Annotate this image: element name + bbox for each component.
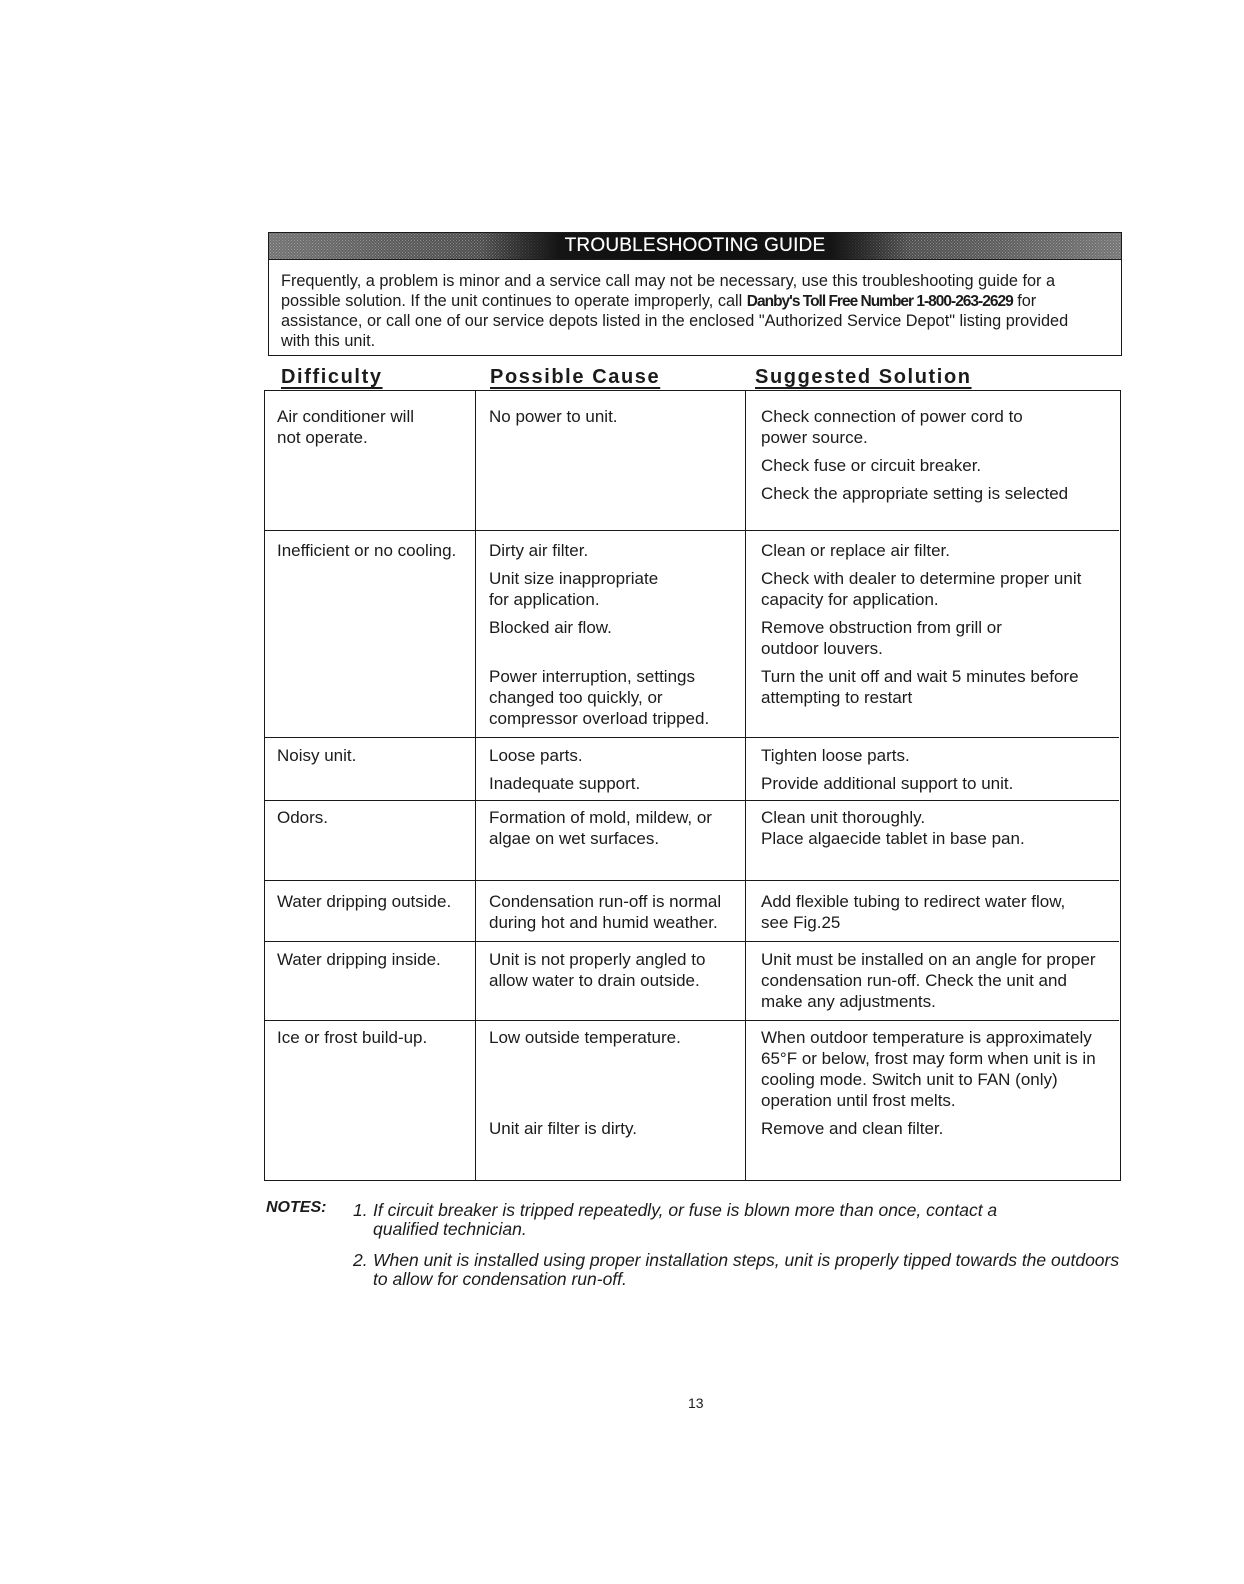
cause-cell bbox=[476, 738, 746, 801]
cause-cell bbox=[476, 942, 746, 1021]
cause-item bbox=[489, 666, 745, 729]
cause-item bbox=[489, 1027, 745, 1111]
note-number: 1. bbox=[353, 1200, 368, 1220]
solution-item bbox=[761, 483, 1119, 504]
text-line: Unit size inappropriate bbox=[489, 569, 659, 588]
intro-box bbox=[268, 260, 1122, 356]
cause-item bbox=[489, 949, 745, 991]
difficulty-text bbox=[277, 1027, 475, 1048]
difficulty-cell bbox=[265, 801, 476, 881]
text-line: power source. bbox=[761, 428, 868, 447]
text-line: Tighten loose parts. bbox=[761, 746, 910, 765]
cause-item bbox=[489, 540, 745, 561]
toll-free-number: Danby's Toll Free Number 1-800-263-2629 bbox=[746, 293, 1013, 310]
solution-item bbox=[761, 891, 1119, 933]
cause-item bbox=[489, 406, 745, 427]
text-line: cooling mode. Switch unit to FAN (only) bbox=[761, 1070, 1058, 1089]
solution-cell bbox=[746, 391, 1119, 531]
cause-cell bbox=[476, 531, 746, 738]
text-line: Check the appropriate setting is selected bbox=[761, 484, 1069, 503]
page-number: 13 bbox=[688, 1395, 704, 1411]
text-line: Inefficient or no cooling. bbox=[277, 541, 457, 560]
intro-line: assistance, or call one of our service depots listed in the enclosed "Authorized Service Depot" listing provided bbox=[281, 312, 1069, 330]
intro-text: possible solution. If the unit continues to operate improperly, call bbox=[281, 292, 747, 310]
solution-item bbox=[761, 455, 1119, 476]
note-number: 2. bbox=[353, 1250, 368, 1270]
notes-label: NOTES: bbox=[266, 1199, 327, 1216]
solution-item bbox=[761, 540, 1119, 561]
text-line: Water dripping outside. bbox=[277, 892, 452, 911]
text-line: during hot and humid weather. bbox=[489, 913, 718, 932]
difficulty-cell bbox=[265, 531, 476, 738]
difficulty-text bbox=[277, 540, 475, 561]
solution-item bbox=[761, 666, 1119, 708]
text-line: Power interruption, settings bbox=[489, 667, 695, 686]
text-line: Dirty air filter. bbox=[489, 541, 589, 560]
cause-item bbox=[489, 891, 745, 933]
intro-line bbox=[281, 291, 1121, 311]
text-line: Water dripping inside. bbox=[277, 950, 441, 969]
difficulty-cell bbox=[265, 942, 476, 1021]
text-line: When outdoor temperature is approximately bbox=[761, 1028, 1092, 1047]
troubleshooting-table bbox=[264, 390, 1121, 1181]
solution-item bbox=[761, 617, 1119, 659]
cause-item bbox=[489, 745, 745, 766]
solution-cell bbox=[746, 801, 1119, 881]
solution-cell bbox=[746, 738, 1119, 801]
text-line: No power to unit. bbox=[489, 407, 618, 426]
solution-item bbox=[761, 568, 1119, 610]
text-line: Clean unit thoroughly. bbox=[761, 808, 926, 827]
text-line: 65°F or below, frost may form when unit is in bbox=[761, 1049, 1096, 1068]
text-line: Unit must be installed on an angle for proper bbox=[761, 950, 1096, 969]
text-line: see Fig.25 bbox=[761, 913, 841, 932]
difficulty-cell bbox=[265, 738, 476, 801]
column-heading-difficulty: Difficulty bbox=[281, 366, 383, 388]
text-line: Loose parts. bbox=[489, 746, 583, 765]
text-line: not operate. bbox=[277, 428, 368, 447]
text-line: Check with dealer to determine proper unit bbox=[761, 569, 1082, 588]
difficulty-text bbox=[277, 406, 475, 448]
text-line: for application. bbox=[489, 590, 600, 609]
cause-item bbox=[489, 807, 745, 849]
text-line: Formation of mold, mildew, or bbox=[489, 808, 712, 827]
column-heading-cause: Possible Cause bbox=[490, 366, 661, 388]
note-line: qualified technician. bbox=[373, 1219, 527, 1239]
text-line: Air conditioner will bbox=[277, 407, 414, 426]
solution-item bbox=[761, 1118, 1119, 1139]
intro-line: with this unit. bbox=[281, 332, 376, 350]
column-heading-solution: Suggested Solution bbox=[755, 366, 972, 388]
solution-item bbox=[761, 1027, 1119, 1111]
difficulty-text bbox=[277, 891, 475, 912]
text-line: Unit air filter is dirty. bbox=[489, 1119, 637, 1138]
difficulty-cell bbox=[265, 391, 476, 531]
difficulty-text bbox=[277, 745, 475, 766]
cause-item bbox=[489, 617, 745, 659]
cause-cell bbox=[476, 391, 746, 531]
difficulty-text bbox=[277, 807, 475, 828]
note-line: When unit is installed using proper installation steps, unit is properly tipped towards the outdoors bbox=[373, 1250, 1120, 1270]
cause-item bbox=[489, 773, 745, 794]
note-line: If circuit breaker is tripped repeatedly, or fuse is blown more than once, contact a bbox=[373, 1200, 998, 1220]
text-line: Odors. bbox=[277, 808, 329, 827]
text-line: capacity for application. bbox=[761, 590, 939, 609]
text-line: make any adjustments. bbox=[761, 992, 936, 1011]
text-line: operation until frost melts. bbox=[761, 1091, 956, 1110]
text-line: Clean or replace air filter. bbox=[761, 541, 950, 560]
text-line: outdoor louvers. bbox=[761, 639, 883, 658]
note-item bbox=[353, 1201, 1133, 1241]
section-title: TROUBLESHOOTING GUIDE bbox=[564, 235, 826, 256]
solution-item bbox=[761, 949, 1119, 1012]
text-line: Ice or frost build-up. bbox=[277, 1028, 428, 1047]
section-title-bar bbox=[268, 232, 1122, 260]
text-line: compressor overload tripped. bbox=[489, 709, 710, 728]
text-line: Condensation run-off is normal bbox=[489, 892, 722, 911]
note-item bbox=[353, 1251, 1133, 1291]
text-line: Low outside temperature. bbox=[489, 1028, 681, 1047]
text-line: Noisy unit. bbox=[277, 746, 357, 765]
text-line: Blocked air flow. bbox=[489, 618, 612, 637]
text-line: Inadequate support. bbox=[489, 774, 641, 793]
text-line: attempting to restart bbox=[761, 688, 913, 707]
solution-cell bbox=[746, 531, 1119, 738]
difficulty-cell bbox=[265, 1021, 476, 1180]
text-line: allow water to drain outside. bbox=[489, 971, 700, 990]
solution-item bbox=[761, 807, 1119, 849]
difficulty-text bbox=[277, 949, 475, 970]
solution-item bbox=[761, 745, 1119, 766]
difficulty-cell bbox=[265, 881, 476, 942]
solution-cell bbox=[746, 942, 1119, 1021]
text-line: algae on wet surfaces. bbox=[489, 829, 660, 848]
text-line: Check fuse or circuit breaker. bbox=[761, 456, 982, 475]
intro-text: for bbox=[1012, 292, 1037, 310]
cause-item bbox=[489, 1118, 745, 1139]
solution-cell bbox=[746, 1021, 1119, 1180]
text-line: Remove and clean filter. bbox=[761, 1119, 944, 1138]
text-line: Turn the unit off and wait 5 minutes before bbox=[761, 667, 1079, 686]
cause-cell bbox=[476, 801, 746, 881]
text-line: Provide additional support to unit. bbox=[761, 774, 1014, 793]
note-text bbox=[373, 1201, 997, 1239]
text-line: changed too quickly, or bbox=[489, 688, 663, 707]
cause-cell bbox=[476, 881, 746, 942]
solution-item bbox=[761, 773, 1119, 794]
note-line: to allow for condensation run-off. bbox=[373, 1269, 627, 1289]
cause-item bbox=[489, 568, 745, 610]
solution-cell bbox=[746, 881, 1119, 942]
cause-cell bbox=[476, 1021, 746, 1180]
text-line: Check connection of power cord to bbox=[761, 407, 1023, 426]
text-line: Place algaecide tablet in base pan. bbox=[761, 829, 1025, 848]
text-line: condensation run-off. Check the unit and bbox=[761, 971, 1067, 990]
text-line: Add flexible tubing to redirect water flow, bbox=[761, 892, 1066, 911]
note-text bbox=[373, 1251, 1119, 1289]
text-line: Unit is not properly angled to bbox=[489, 950, 706, 969]
intro-line: Frequently, a problem is minor and a service call may not be necessary, use this troubleshooting guide for a bbox=[281, 272, 1056, 290]
text-line: Remove obstruction from grill or bbox=[761, 618, 1002, 637]
solution-item bbox=[761, 406, 1119, 448]
